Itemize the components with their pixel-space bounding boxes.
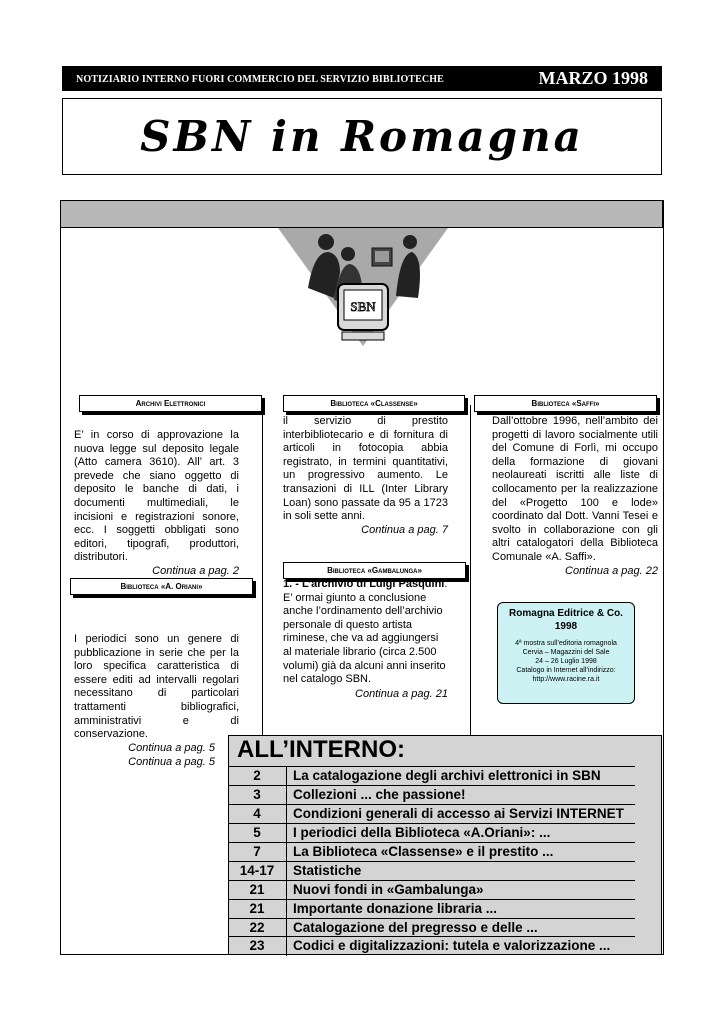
continue-link[interactable]: Continua a pag. 21: [355, 688, 448, 700]
event-scroll: [497, 602, 635, 704]
continue-link[interactable]: Continua a pag. 22: [565, 565, 658, 577]
event-title: Romagna Editrice & Co.: [509, 608, 623, 619]
event-details: [498, 639, 634, 684]
people-computer-illustration: [278, 228, 448, 358]
section-label-gambalunga: Biblioteca «Gambalunga»: [283, 562, 466, 579]
contents-row[interactable]: [229, 804, 635, 824]
row-page: 3: [253, 787, 261, 802]
event-line: 24 – 26 Luglio 1998: [535, 658, 597, 665]
row-title: Statistiche: [293, 863, 362, 878]
row-page: 7: [253, 844, 261, 859]
newsletter-title: SBN in Romagna: [140, 112, 584, 161]
article-gambalunga-heading: 1. - L’archivio di Luigi Pasquini: [283, 578, 445, 590]
article-oriani-text: I periodici sono un genere di pubblicazione in serie che per la loro specifica caratteristica di essere editi ad intervalli regolari necessitano di particolari trattamenti bibliografici, amministrativi e di conservazione.: [74, 633, 239, 741]
contents-row[interactable]: [229, 918, 635, 938]
contents-row[interactable]: [229, 880, 635, 900]
event-url[interactable]: http://www.racine.ra.it: [532, 676, 600, 683]
section-label-classense: Biblioteca «Classense»: [283, 395, 465, 412]
row-page: 2: [253, 768, 261, 783]
column-divider: [470, 405, 471, 735]
row-title: Collezioni ... che passione!: [293, 787, 466, 802]
article-gambalunga-text: [283, 578, 448, 687]
section-label-oriani: Biblioteca «A. Oriani»: [70, 578, 253, 595]
row-title: Codici e digitalizzazioni: tutela e valorizzazione ...: [293, 938, 611, 953]
section-label-saffi: Biblioteca «Saffi»: [474, 395, 657, 412]
row-page: 5: [253, 825, 261, 840]
sbn-logo-text: SBN: [350, 299, 376, 314]
row-title: I periodici della Biblioteca «A.Oriani»: ...: [293, 825, 551, 840]
event-year: 1998: [554, 621, 578, 632]
event-line: 4ª mostra sull’editoria romagnola: [515, 640, 617, 647]
continue-link[interactable]: Continua a pag. 5: [128, 742, 215, 754]
row-page: 21: [249, 901, 265, 916]
row-title: La catalogazione degli archivi elettronici in SBN: [293, 768, 601, 783]
header-bar: [62, 66, 662, 91]
row-title: Condizioni generali di accesso ai Servizi INTERNET: [293, 806, 624, 821]
newsletter-subtitle: NOTIZIARIO INTERNO FUORI COMMERCIO DEL SERVIZIO BIBLIOTECHE: [76, 74, 444, 85]
row-title: La Biblioteca «Classense» e il prestito ...: [293, 844, 554, 859]
contents-row[interactable]: [229, 823, 635, 843]
continue-link[interactable]: Continua a pag. 2: [152, 565, 239, 577]
row-page: 22: [249, 920, 265, 935]
contents-row[interactable]: [229, 766, 635, 786]
event-line: Cervia – Magazzini del Sale: [522, 649, 610, 656]
contents-row[interactable]: [229, 861, 635, 881]
contents-row[interactable]: [229, 899, 635, 919]
section-label-archivi: Archivi Elettronici: [79, 395, 262, 412]
continue-link[interactable]: Continua a pag. 7: [361, 524, 448, 536]
row-title: Catalogazione del pregresso e delle ...: [293, 920, 538, 935]
row-title: Importante donazione libraria ...: [293, 901, 498, 916]
contents-row[interactable]: [229, 936, 635, 956]
event-line: Catalogo in Internet all’indirizzo:: [516, 667, 616, 674]
masthead: [62, 98, 662, 175]
row-page: 4: [253, 806, 261, 821]
column-divider: [262, 405, 263, 735]
article-gambalunga-body: . E’ ormai giunto a conclusione anche l’ordinamento dell’archivio personale di questo artista riminese, che va ad aggiungersi al materiale librario (circa 2.500 volumi) già da alcuni anni inserito nel catalogo SBN.: [283, 578, 448, 686]
article-archivi-text: E’ in corso di approvazione la nuova legge sul deposito legale (Atto camera 3610). All’ art. 3 prevede che siano oggetto di deposito le banche di dati, i documenti multimediali, le incisioni e registrazioni sonore, ecc. I soggetti obbligati sono editori, tipografi, produttori, distributori.: [74, 429, 239, 564]
article-classense-text: il servizio di prestito interbibliotecario e di fornitura di articoli in fotocopia abbia registrato, in termini quantitativi, un progressivo aumento. Le transazioni di ILL (Inter Library Loan) sono passate da 95 a 1723 in soli sette anni.: [283, 415, 448, 523]
contents-row[interactable]: [229, 842, 635, 862]
issue-date: MARZO 1998: [538, 68, 648, 88]
row-page: 14-17: [239, 863, 275, 878]
contents-box: [228, 735, 662, 955]
row-page: 21: [249, 882, 265, 897]
continue-link[interactable]: Continua a pag. 5: [128, 756, 215, 768]
row-title: Nuovi fondi in «Gambalunga»: [293, 882, 484, 897]
gray-band: [60, 200, 663, 228]
row-page: 23: [249, 938, 265, 953]
contents-heading: ALL’INTERNO:: [237, 736, 405, 763]
article-saffi-text: Dall’ottobre 1996, nell’ambito dei progetti di lavoro socialmente utili del Comune di Forlì, mi occupo della formazione di giovani neolaureati iscritti alle liste di collocamento per la realizzazione del «Progetto 100 e lode» coordinato dal Dott. Vanni Tesei e svolto in collaborazione con gli altri catalogatori della Biblioteca Comunale «A. Saffi».: [492, 415, 658, 563]
contents-row[interactable]: [229, 785, 635, 805]
